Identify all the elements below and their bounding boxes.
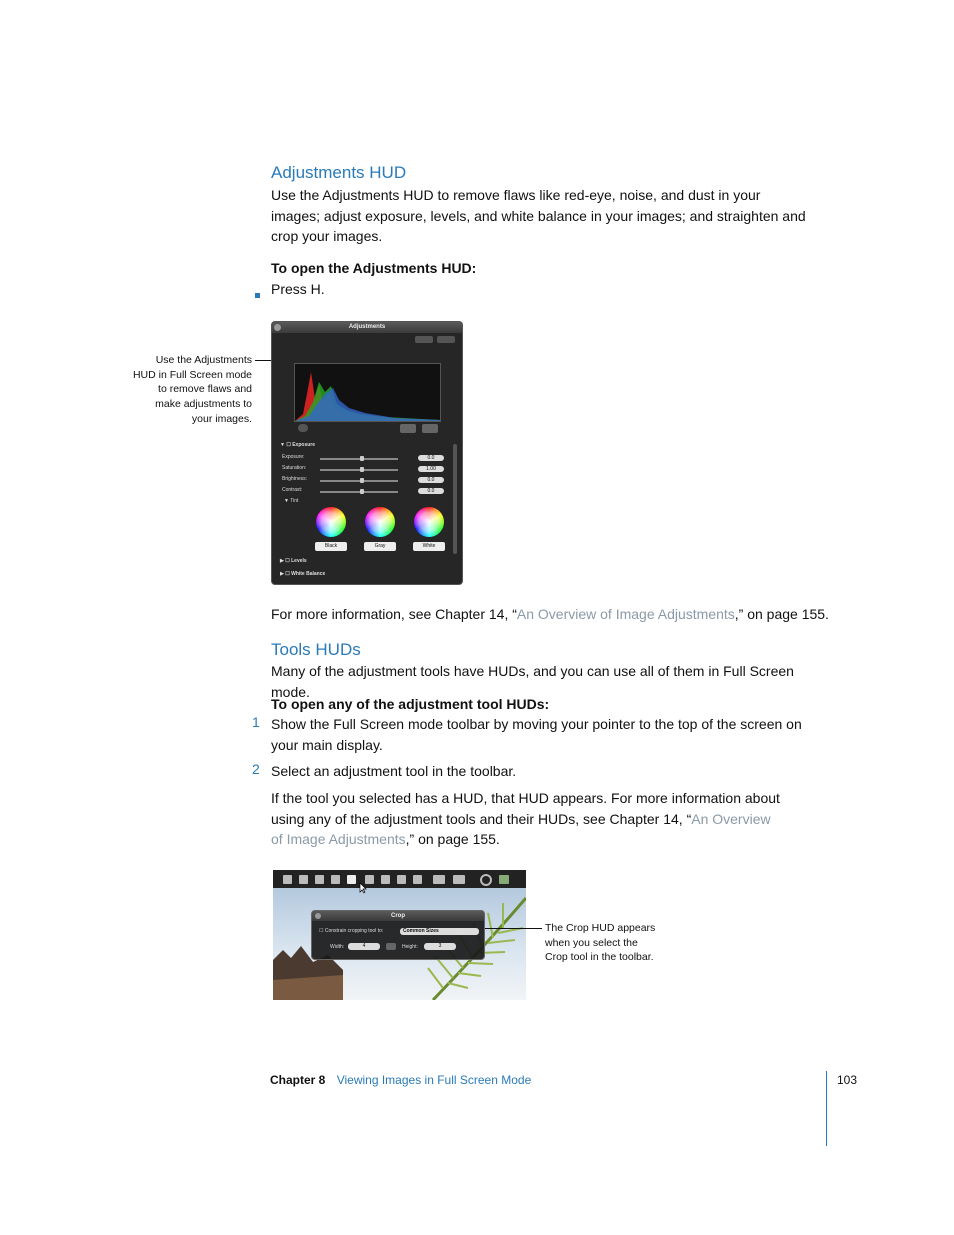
histogram-graph <box>295 364 440 421</box>
gear-icon[interactable] <box>437 336 455 343</box>
white-balance-section-label[interactable]: ▶ ☐ White Balance <box>280 571 326 577</box>
step-number: 1 <box>252 714 260 730</box>
add-adjustment-popup[interactable] <box>415 336 433 343</box>
close-icon[interactable] <box>274 324 281 331</box>
more-info-text: For more information, see Chapter 14, “An Overview of Image Adjustments,” on page 155. <box>271 606 829 622</box>
footer-divider <box>826 1071 827 1146</box>
tools-intro-paragraph: Many of the adjustment tools have HUDs, and you can use all of them in Full Screen mode. <box>271 663 794 700</box>
gray-eyedropper-button[interactable]: Gray <box>364 542 396 551</box>
toolbar-icons <box>273 870 526 888</box>
slider-row[interactable]: Contrast: 0.0 <box>280 487 450 498</box>
step-text: Show the Full Screen mode toolbar by moving your pointer to the top of the screen on your main display. <box>271 716 802 753</box>
close-icon[interactable] <box>315 913 321 919</box>
fullscreen-toolbar <box>273 870 526 888</box>
height-label: Height: <box>402 944 418 950</box>
overview-link[interactable]: An Overview of Image Adjustments <box>516 606 735 622</box>
white-color-wheel[interactable] <box>414 507 444 537</box>
slider-row[interactable]: Brightness: 0.0 <box>280 476 450 487</box>
auto-enhance-button[interactable] <box>422 424 438 433</box>
crop-hud-title: Crop <box>312 911 484 921</box>
width-label: Width: <box>330 944 345 950</box>
bullet-text: Press H. <box>271 281 325 297</box>
black-color-wheel[interactable] <box>316 507 346 537</box>
auto-exposure-button[interactable] <box>400 424 416 433</box>
tint-label[interactable]: ▼ Tint <box>284 498 299 504</box>
section-heading-adjustments-hud: Adjustments HUD <box>271 163 407 182</box>
constrain-popup[interactable]: Common Sizes <box>400 928 479 935</box>
width-field[interactable]: 4 <box>348 943 380 950</box>
slider-row[interactable]: Saturation: 1.00 <box>280 465 450 476</box>
adjustments-hud <box>271 321 463 585</box>
step-text: Select an adjustment tool in the toolbar. <box>271 763 517 779</box>
gray-color-wheel[interactable] <box>365 507 395 537</box>
white-eyedropper-button[interactable]: White <box>413 542 445 551</box>
exposure-section-label[interactable]: ▼ ☐ Exposure <box>280 442 316 448</box>
callout-line <box>255 360 271 361</box>
pointer-cursor-icon <box>359 882 367 894</box>
page-number: 103 <box>837 1073 858 1087</box>
height-field[interactable]: 3 <box>424 943 456 950</box>
section-heading-tools-huds: Tools HUDs <box>271 640 361 659</box>
slider-row[interactable]: Exposure: 0.0 <box>280 454 450 465</box>
intro-paragraph: Use the Adjustments HUD to remove flaws like red-eye, noise, and dust in your images; adjust exposure, levels, and white balance in your images; and straighten and crop your images. <box>271 187 806 244</box>
adjustments-callout: Use the Adjustments HUD in Full Screen mode to remove flaws and make adjustments to your images. <box>132 354 252 425</box>
overview-link[interactable]: An Overview <box>691 810 771 827</box>
footer-chapter-title: Viewing Images in Full Screen Mode <box>336 1073 532 1087</box>
auto-levels-button[interactable] <box>298 424 308 432</box>
crop-hud <box>311 910 485 960</box>
constrain-checkbox[interactable]: ☐ Constrain cropping tool to: <box>319 928 384 934</box>
step-number: 2 <box>252 761 260 777</box>
tool-hud-paragraph: If the tool you selected has a HUD, that HUD appears. For more information about using any of the adjustment tools and their HUDs, see Chapter 14, “An Overview of Image Adjustments,” on page 155. <box>271 790 780 847</box>
scrollbar[interactable] <box>453 444 457 554</box>
overview-link[interactable]: of Image Adjustments <box>271 831 406 847</box>
callout-line <box>485 928 542 929</box>
crop-screenshot <box>273 870 526 1000</box>
task-title: To open any of the adjustment tool HUDs: <box>271 696 550 712</box>
exposure-rows <box>280 454 450 498</box>
black-eyedropper-button[interactable]: Black <box>315 542 347 551</box>
histogram <box>294 363 441 422</box>
bullet-icon <box>255 285 260 303</box>
crop-callout: The Crop HUD appears when you select the Crop tool in the toolbar. <box>545 922 656 964</box>
swap-dimensions-button[interactable] <box>386 943 396 950</box>
hud-title-bar: Adjustments <box>272 322 462 333</box>
task-title: To open the Adjustments HUD: <box>271 260 477 276</box>
footer-chapter: Chapter 8 Viewing Images in Full Screen Mode <box>270 1073 532 1087</box>
levels-section-label[interactable]: ▶ ☐ Levels <box>280 558 307 564</box>
